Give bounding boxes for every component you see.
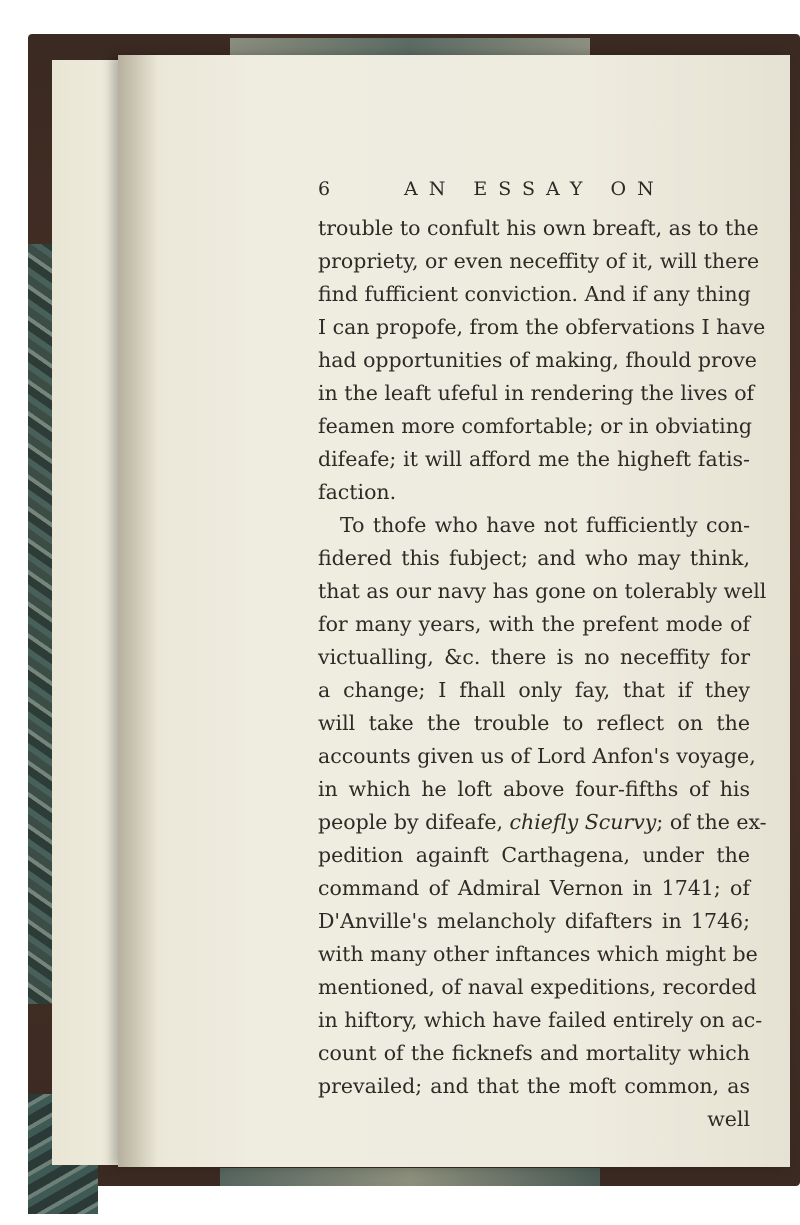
text-segment: ; of the ex-: [656, 810, 767, 834]
text-line: find fufficient conviction. And if any thing: [318, 282, 751, 306]
text-line: for many years, with the prefent mode of: [318, 612, 750, 636]
text-line: in hiftory, which have failed entirely on ac-: [318, 1008, 763, 1032]
text-line: that as our navy has gone on tolerably well: [318, 579, 767, 603]
text-line: difeafe; it will afford me the higheft fatis-: [318, 447, 750, 471]
text-line: D'Anville's melancholy difafters in 1746;: [318, 909, 750, 933]
text-line: trouble to confult his own breaft, as to the: [318, 216, 759, 240]
text-line: To thofe who have not fufficiently con-: [340, 513, 750, 537]
text-line: command of Admiral Vernon in 1741; of: [318, 876, 750, 900]
text-line: count of the ficknefs and mortality which: [318, 1041, 750, 1065]
text-line: victualling, &c. there is no neceffity for: [318, 645, 750, 669]
text-line: faction.: [318, 480, 397, 504]
text-line: prevailed; and that the moft common, as: [318, 1074, 750, 1098]
text-line: will take the trouble to reflect on the: [318, 711, 750, 735]
text-line: a change; I fhall only fay, that if they: [318, 678, 750, 702]
text-line: propriety, or even neceffity of it, will there: [318, 249, 760, 273]
catchword: well: [707, 1107, 750, 1131]
text-line: fidered this fubject; and who may think,: [318, 546, 750, 570]
text-line: accounts given us of Lord Anfon's voyage,: [318, 744, 756, 768]
text-line: pedition againft Carthagena, under the: [318, 843, 750, 867]
text-line: feamen more comfortable; or in obviating: [318, 414, 753, 438]
page-number: 6: [318, 178, 331, 200]
page-header: [318, 178, 728, 208]
running-head: AN ESSAY ON: [404, 178, 665, 200]
text-line: had opportunities of making, fhould prove: [318, 348, 757, 372]
italic-phrase: chiefly Scurvy: [509, 810, 657, 834]
body-text: [318, 212, 767, 1136]
page-bottom-edge: [220, 1168, 600, 1186]
text-line: mentioned, of naval expeditions, recorded: [318, 975, 757, 999]
page-top-edge: [230, 38, 590, 56]
text-segment: people by difeafe,: [318, 810, 504, 834]
text-line-mixed: [318, 806, 767, 839]
text-line: in the leaft ufeful in rendering the lives of: [318, 381, 755, 405]
page-gutter-shadow: [118, 55, 158, 1167]
text-line: with many other inftances which might be: [318, 942, 758, 966]
text-line: in which he loft above four-fifths of his: [318, 777, 750, 801]
text-line: I can propofe, from the obfervations I have: [318, 315, 766, 339]
